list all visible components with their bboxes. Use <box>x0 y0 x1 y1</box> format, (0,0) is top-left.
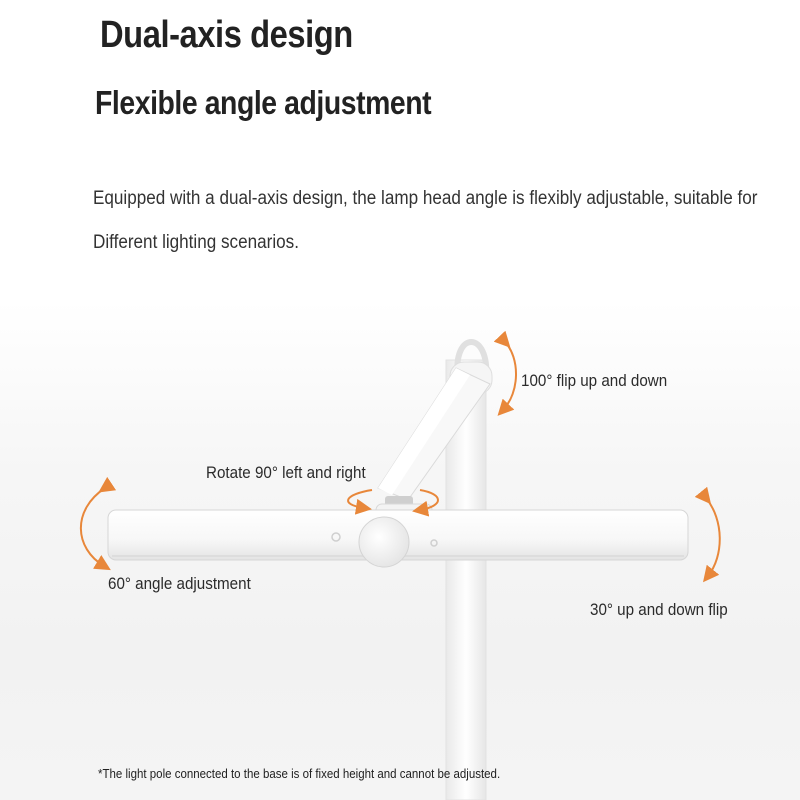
page-title: Dual-axis design <box>100 14 353 56</box>
page-subtitle: Flexible angle adjustment <box>95 84 432 121</box>
description-line-2: Different lighting scenarios. <box>93 232 299 253</box>
callout-flip-top: 100° flip up and down <box>521 372 668 390</box>
callout-flip-right: 30° up and down flip <box>590 601 728 619</box>
arrow-flip-top-icon <box>503 342 516 410</box>
arrow-flip-right-icon <box>706 498 720 576</box>
footnote: *The light pole connected to the base is of fixed height and cannot be adjusted. <box>98 767 501 781</box>
arrow-angle-left-icon <box>81 488 105 566</box>
rotary-knob <box>359 517 409 567</box>
callout-angle-left: 60° angle adjustment <box>108 575 251 593</box>
callout-rotate: Rotate 90° left and right <box>206 464 366 482</box>
description-line-1: Equipped with a dual-axis design, the lamp head angle is flexibly adjustable, suitable for <box>93 188 758 209</box>
